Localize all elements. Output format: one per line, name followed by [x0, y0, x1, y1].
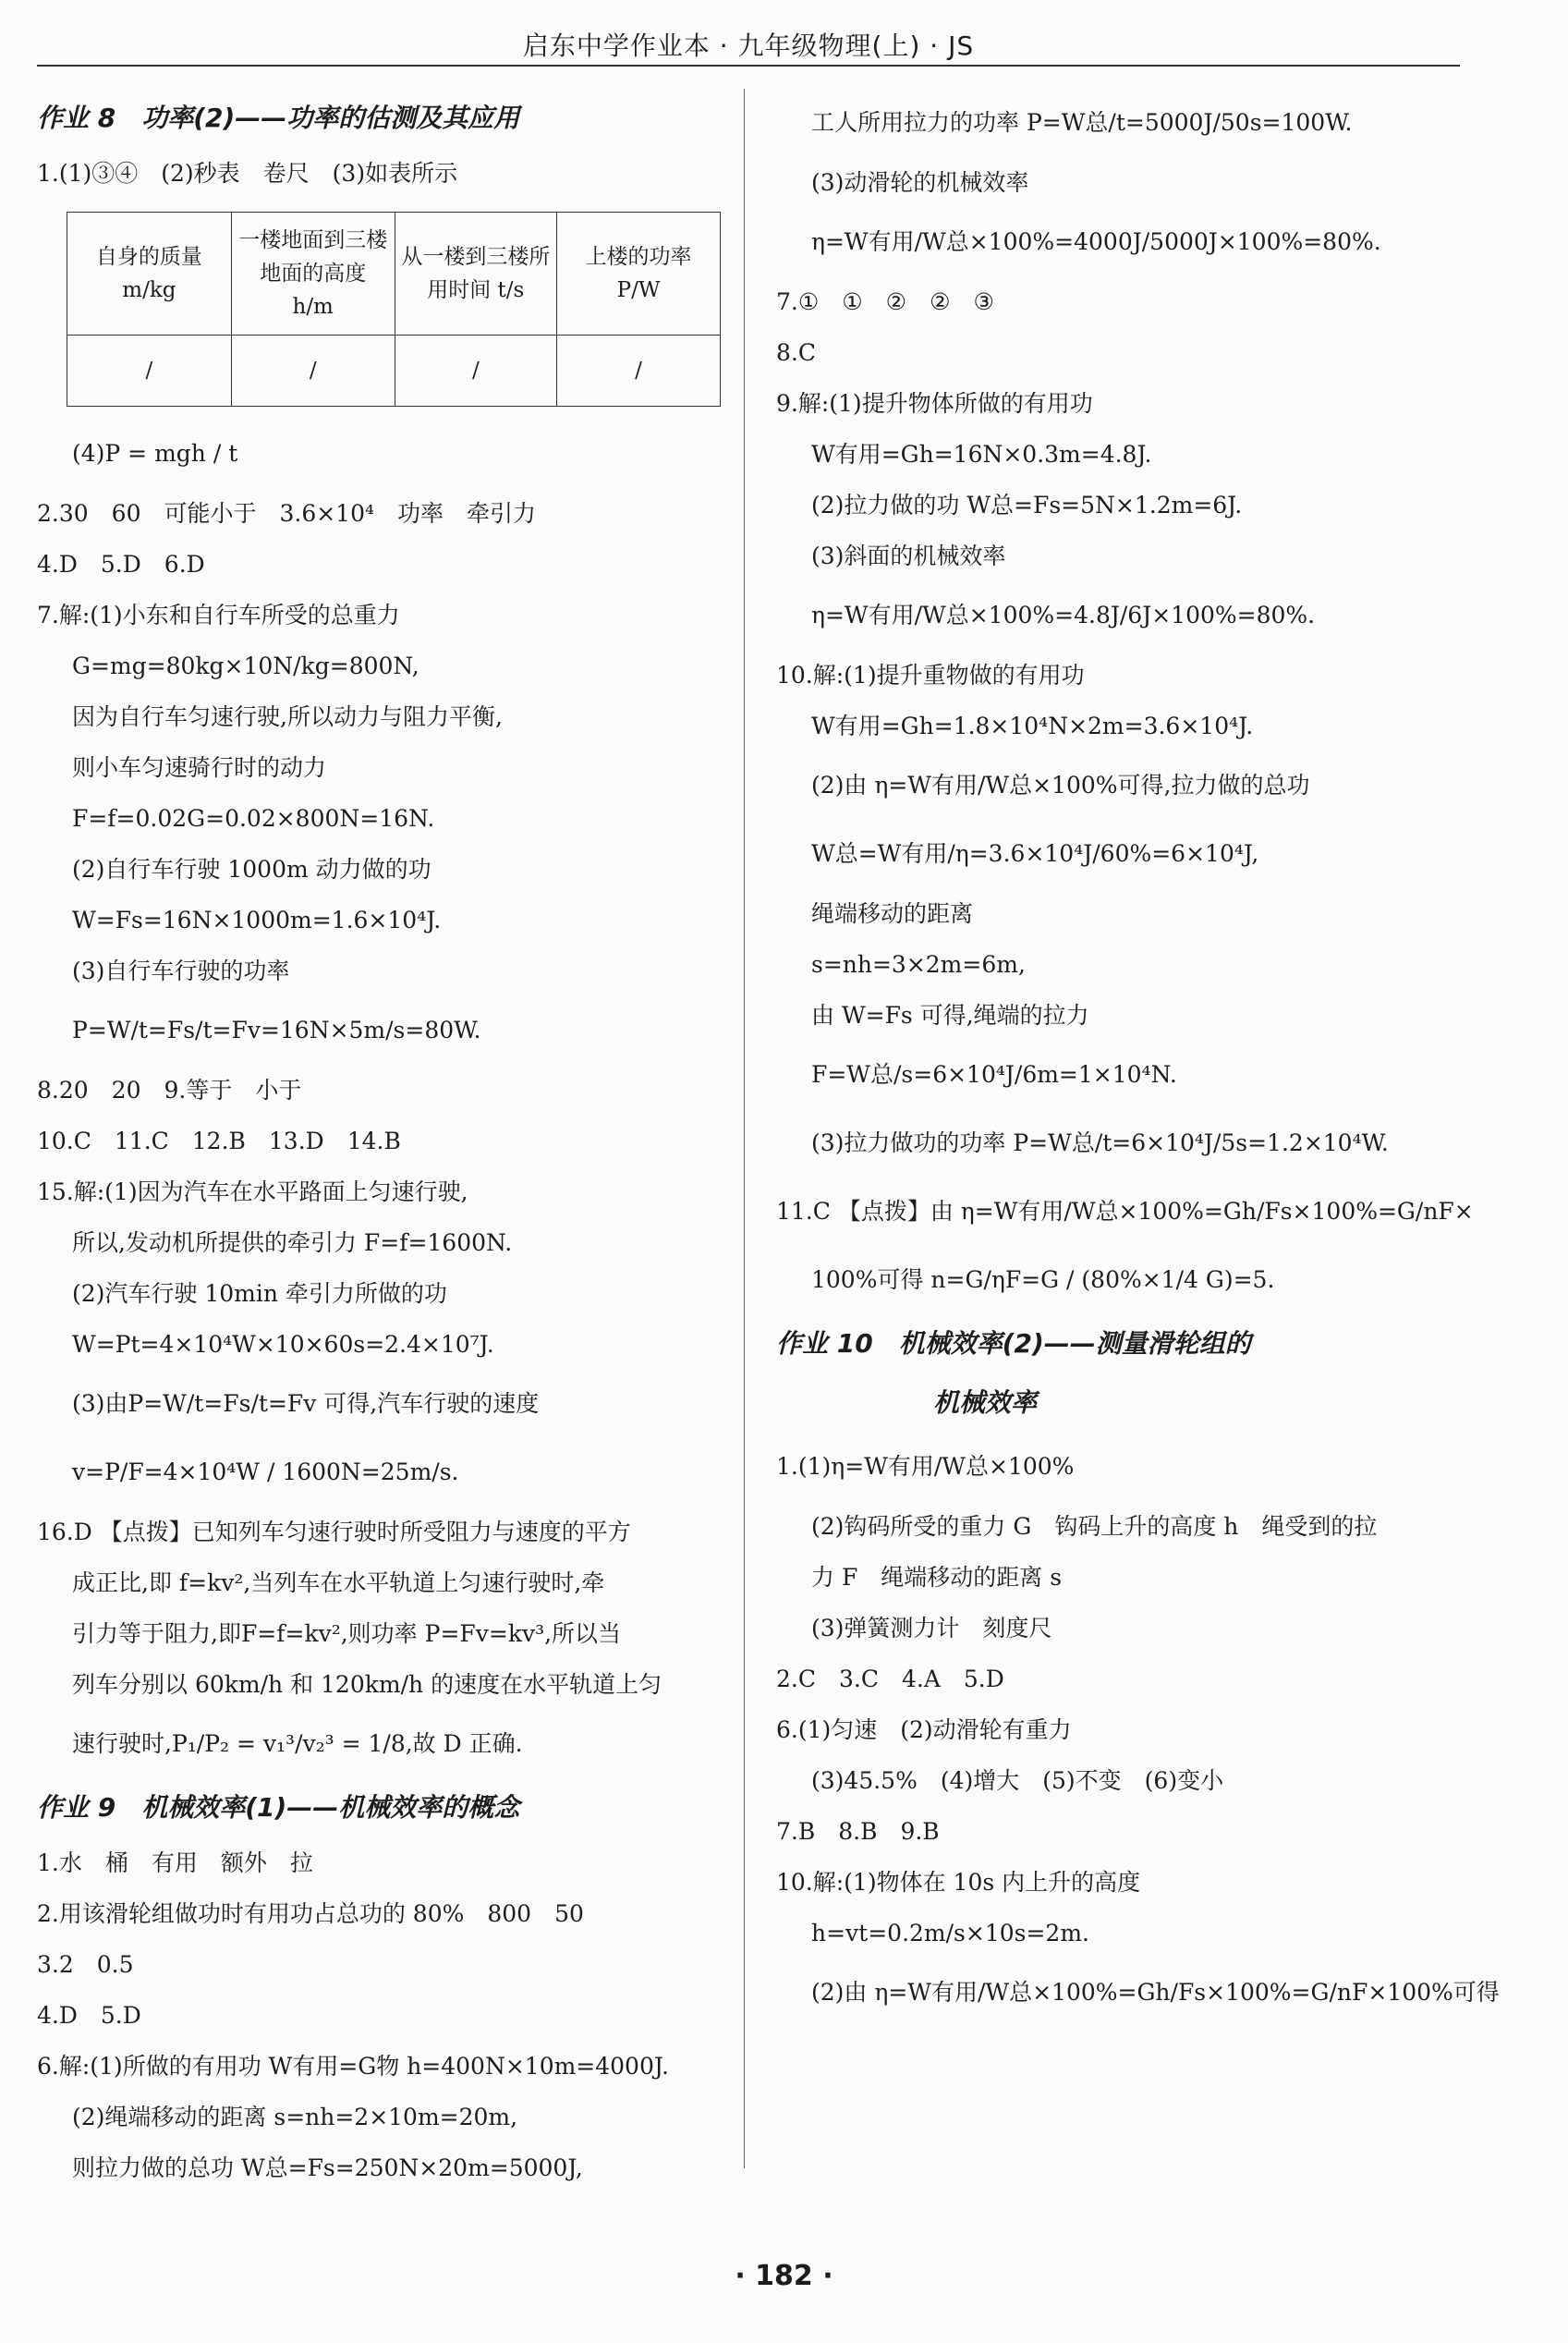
answer-line: W=Pt=4×10⁴W×10×60s=2.4×10⁷J.	[72, 1331, 494, 1358]
answer-line: (3)45.5% (4)增大 (5)不变 (6)变小	[811, 1767, 1224, 1794]
answer-line: 1.水 桶 有用 额外 拉	[37, 1849, 313, 1876]
answer-line: 1.(1)③④ (2)秒表 卷尺 (3)如表所示	[37, 160, 458, 187]
answer-line: η=W有用/W总×100%=4.8J/6J×100%=80%.	[811, 602, 1316, 628]
right-column	[776, 89, 1500, 2027]
answer-line: s=nh=3×2m=6m,	[811, 951, 1026, 978]
answer-line: 8.C	[776, 339, 816, 366]
answer-line: F=f=0.02G=0.02×800N=16N.	[72, 805, 435, 832]
left-column	[37, 89, 721, 2193]
page-header: 启东中学作业本 · 九年级物理(上) · JS	[522, 31, 975, 61]
answer-line: (2)自行车行驶 1000m 动力做的功	[72, 856, 432, 883]
answer-line: 2.30 60 可能小于 3.6×10⁴ 功率 牵引力	[37, 500, 537, 527]
answer-line: 2.用该滑轮组做功时有用功占总功的 80% 800 50	[37, 1900, 584, 1927]
answer-line: 9.解:(1)提升物体所做的有用功	[776, 390, 1093, 417]
header-rule	[37, 65, 1460, 67]
table-header-cell: 上楼的功率 P/W	[557, 213, 721, 336]
answer-line: (2)钩码所受的重力 G 钩码上升的高度 h 绳受到的拉	[811, 1513, 1378, 1540]
answer-line: 7.① ① ② ② ③	[776, 288, 994, 315]
answer-line: G=mg=80kg×10N/kg=800N,	[72, 653, 419, 679]
table-row	[67, 336, 721, 407]
answer-line: (2)绳端移动的距离 s=nh=2×10m=20m,	[72, 2104, 518, 2130]
answer-line: 1.(1)η=W有用/W总×100%	[776, 1453, 1075, 1480]
column-divider	[744, 89, 745, 2168]
answer-line: (3)由P=W/t=Fs/t=Fv 可得,汽车行驶的速度	[72, 1390, 540, 1417]
answer-line: 15.解:(1)因为汽车在水平路面上匀速行驶,	[37, 1178, 468, 1205]
answer-line: 10.C 11.C 12.B 13.D 14.B	[37, 1128, 401, 1154]
answer-line: v=P/F=4×10⁴W / 1600N=25m/s.	[72, 1458, 459, 1485]
table-header-row	[67, 213, 721, 336]
answer-line: 力 F 绳端移动的距离 s	[811, 1564, 1063, 1591]
answer-line: 7.解:(1)小东和自行车所受的总重力	[37, 602, 400, 628]
answer-line: (2)汽车行驶 10min 牵引力所做的功	[72, 1280, 447, 1307]
answer-line: W有用=Gh=1.8×10⁴N×2m=3.6×10⁴J.	[811, 713, 1254, 739]
table-header-cell: 一楼地面到三楼地面的高度 h/m	[231, 213, 395, 336]
section-title-line: 机械效率	[933, 1387, 1038, 1418]
answer-line: 工人所用拉力的功率 P=W总/t=5000J/50s=100W.	[811, 109, 1353, 136]
answer-line: 10.解:(1)物体在 10s 内上升的高度	[776, 1869, 1141, 1896]
section-title-hw9: 作业 9 机械效率(1)——机械效率的概念	[37, 1792, 520, 1823]
section-title-line: 作业 10 机械效率(2)——测量滑轮组的	[776, 1328, 1251, 1359]
answer-line: 4.D 5.D	[37, 2002, 141, 2029]
answer-line: 则小车匀速骑行时的动力	[72, 754, 327, 781]
answer-line: (3)动滑轮的机械效率	[811, 169, 1029, 196]
data-table	[67, 212, 721, 407]
answer-line: (3)弹簧测力计 刻度尺	[811, 1615, 1052, 1641]
answer-line: η=W有用/W总×100%=4000J/5000J×100%=80%.	[811, 228, 1381, 255]
answer-line: 16.D 【点拨】已知列车匀速行驶时所受阻力与速度的平方	[37, 1519, 631, 1545]
answer-line: 4.D 5.D 6.D	[37, 551, 205, 578]
answer-line: h=vt=0.2m/s×10s=2m.	[811, 1920, 1089, 1946]
page-number: · 182 ·	[735, 2260, 833, 2292]
answer-line: 列车分别以 60km/h 和 120km/h 的速度在水平轨道上匀	[72, 1671, 662, 1698]
answer-line: 由 W=Fs 可得,绳端的拉力	[811, 1002, 1089, 1029]
answer-line: 2.C 3.C 4.A 5.D	[776, 1666, 1004, 1692]
answer-line: (3)自行车行驶的功率	[72, 958, 290, 984]
answer-line: 10.解:(1)提升重物做的有用功	[776, 662, 1085, 689]
table-cell: /	[395, 336, 557, 407]
answer-line: (3)拉力做功的功率 P=W总/t=6×10⁴J/5s=1.2×10⁴W.	[811, 1129, 1389, 1156]
answer-line: 所以,发动机所提供的牵引力 F=f=1600N.	[72, 1229, 513, 1256]
answer-line: 100%可得 n=G/ηF=G / (80%×1/4 G)=5.	[811, 1266, 1275, 1293]
answer-line: 绳端移动的距离	[811, 900, 974, 927]
answer-line: 11.C 【点拨】由 η=W有用/W总×100%=Gh/Fs×100%=G/nF×	[776, 1198, 1474, 1225]
table-header-cell: 从一楼到三楼所用时间 t/s	[395, 213, 557, 336]
answer-line: W有用=Gh=16N×0.3m=4.8J.	[811, 441, 1152, 468]
answer-line: 则拉力做的总功 W总=Fs=250N×20m=5000J,	[72, 2154, 583, 2181]
answer-line: W=Fs=16N×1000m=1.6×10⁴J.	[72, 907, 442, 934]
answer-line: F=W总/s=6×10⁴J/6m=1×10⁴N.	[811, 1061, 1177, 1088]
answer-line: 8.20 20 9.等于 小于	[37, 1077, 302, 1104]
answer-line: (4)P = mgh / t	[72, 440, 238, 467]
answer-line: (2)由 η=W有用/W总×100%可得,拉力做的总功	[811, 772, 1310, 799]
answer-line: 3.2 0.5	[37, 1951, 134, 1978]
answer-line: 6.(1)匀速 (2)动滑轮有重力	[776, 1716, 1072, 1743]
answer-line: 7.B 8.B 9.B	[776, 1818, 940, 1845]
answer-line: P=W/t=Fs/t=Fv=16N×5m/s=80W.	[72, 1017, 481, 1043]
table-cell: /	[231, 336, 395, 407]
section-title-hw10	[776, 1314, 1460, 1433]
answer-line: 6.解:(1)所做的有用功 W有用=G物 h=400N×10m=4000J.	[37, 2053, 669, 2080]
answer-line: 因为自行车匀速行驶,所以动力与阻力平衡,	[72, 703, 503, 730]
answer-line: 速行驶时,P₁/P₂ = v₁³/v₂³ = 1/8,故 D 正确.	[72, 1730, 523, 1757]
answer-line: 引力等于阻力,即F=f=kv²,则功率 P=Fv=kv³,所以当	[72, 1620, 622, 1647]
answer-line: (3)斜面的机械效率	[811, 543, 1006, 569]
answer-line: 成正比,即 f=kv²,当列车在水平轨道上匀速行驶时,牵	[72, 1569, 605, 1596]
table-cell: /	[557, 336, 721, 407]
table-cell: /	[67, 336, 232, 407]
answer-line: W总=W有用/η=3.6×10⁴J/60%=6×10⁴J,	[811, 840, 1259, 867]
table-header-cell: 自身的质量 m/kg	[67, 213, 232, 336]
answer-line: (2)由 η=W有用/W总×100%=Gh/Fs×100%=G/nF×100%可得	[811, 1979, 1500, 2006]
section-title-hw8: 作业 8 功率(2)——功率的估测及其应用	[37, 103, 520, 133]
answer-line: (2)拉力做的功 W总=Fs=5N×1.2m=6J.	[811, 492, 1243, 519]
